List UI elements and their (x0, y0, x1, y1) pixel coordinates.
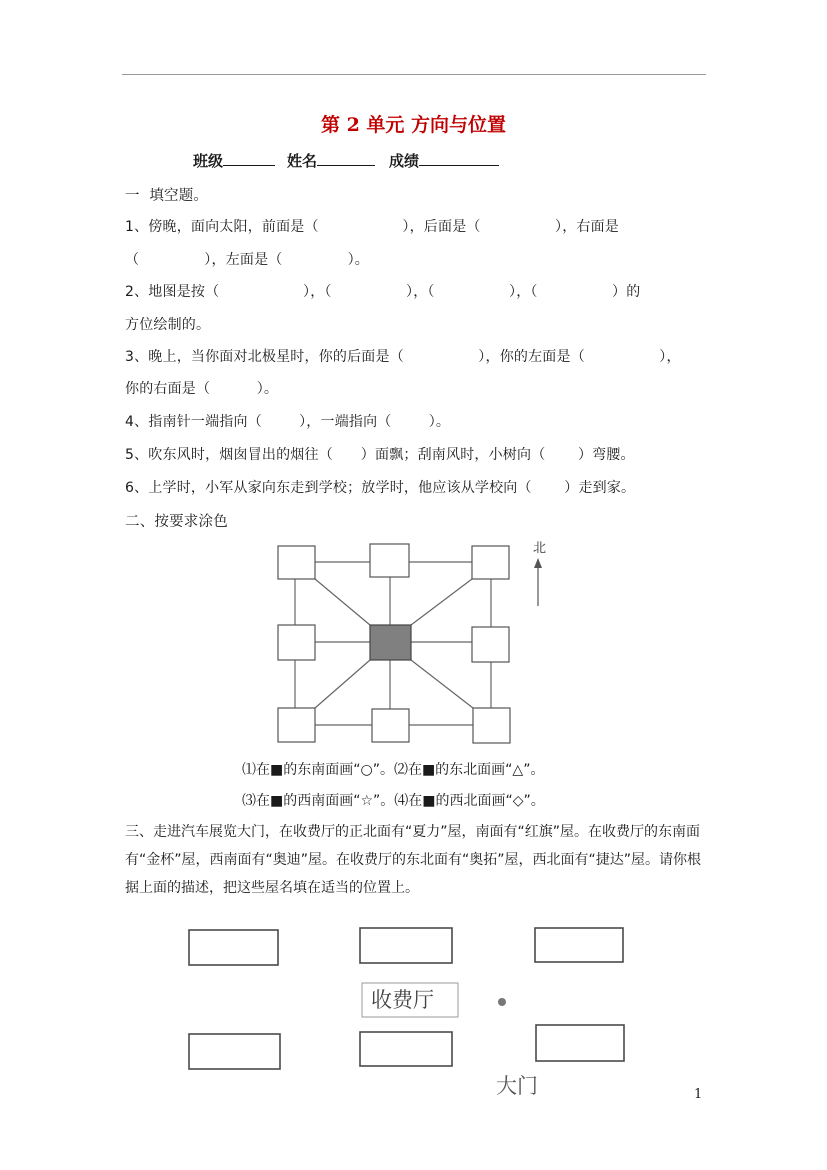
section2-heading: 二、按要求涂色 (125, 514, 228, 530)
name-label: 姓名 (287, 152, 318, 170)
grid-diagram (270, 536, 560, 746)
house-box-southwest[interactable] (189, 1034, 280, 1069)
question-line: 1、傍晚，面向太阳，前面是（ ），后面是（ ），右面是 (125, 219, 620, 235)
page-number: 1 (694, 1087, 703, 1102)
instruction-caption: ⑶在■的西南面画“☆”。⑷在■的西北面画“◇”。 (242, 793, 545, 809)
grid-box[interactable] (278, 546, 315, 579)
section3-text: 三、走进汽车展览大门，在收费厅的正北面有“夏力”屋，南面有“红旗”屋。在收费厅的东南面有“金杯”屋，西南面有“奥迪”屋。在收费厅的东北面有“奥拓”屋，西北面有“捷达”屋。请你根据上面的描述，把这些屋名填在适当的位置上。 (125, 824, 702, 896)
question-line: 3、晚上，当你面对北极星时，你的后面是（ ），你的左面是（ ）， (125, 349, 681, 365)
question-line: （ ），左面是（ ）。 (125, 252, 370, 268)
grid-box[interactable] (370, 544, 409, 577)
page-title: 第 2 单元 方向与位置 (320, 114, 507, 136)
question-line: 5、吹东风时，烟囱冒出的烟往（ ）面飘；刮南风时，小树向（ ）弯腰。 (125, 447, 635, 463)
grid-box[interactable] (372, 709, 409, 742)
grid-box[interactable] (473, 708, 510, 743)
score-blank[interactable] (419, 152, 499, 166)
grid-box[interactable] (278, 625, 315, 660)
class-field (193, 150, 275, 171)
score-field (389, 150, 499, 171)
gate-label: 大门 (496, 1074, 538, 1098)
expo-diagram (180, 920, 640, 1100)
house-box-southeast[interactable] (536, 1025, 624, 1061)
instruction-caption: ⑴在■的东南面画“○”。⑵在■的东北面画“△”。 (242, 762, 545, 778)
question-line: 你的右面是（ ）。 (125, 381, 279, 397)
class-blank[interactable] (223, 152, 275, 166)
header-rule (122, 74, 706, 75)
toll-booth-label: 收费厅 (371, 988, 434, 1012)
house-box-north[interactable] (360, 928, 452, 963)
north-label: 北 (533, 541, 547, 556)
question-line: 方位绘制的。 (125, 317, 211, 333)
house-box-northeast[interactable] (535, 928, 623, 962)
question-line: 4、指南针一端指向（ ），一端指向（ ）。 (125, 414, 451, 430)
center-shaded-box (370, 625, 411, 660)
position-dot (498, 998, 506, 1006)
question-line: 6、上学时，小军从家向东走到学校；放学时，他应该从学校向（ ）走到家。 (125, 480, 636, 496)
grid-box[interactable] (278, 708, 315, 742)
house-box-northwest[interactable] (189, 930, 278, 965)
name-field (287, 150, 375, 171)
class-label: 班级 (193, 152, 224, 170)
section1-heading: 一 填空题。 (125, 188, 209, 204)
question-line: 2、地图是按（ ），（ ），（ ），（ ）的 (125, 284, 641, 300)
score-label: 成绩 (389, 152, 420, 170)
house-box-south[interactable] (360, 1032, 452, 1066)
grid-box[interactable] (472, 546, 509, 579)
grid-box[interactable] (472, 627, 509, 662)
name-blank[interactable] (317, 152, 375, 166)
north-arrow (534, 558, 542, 606)
